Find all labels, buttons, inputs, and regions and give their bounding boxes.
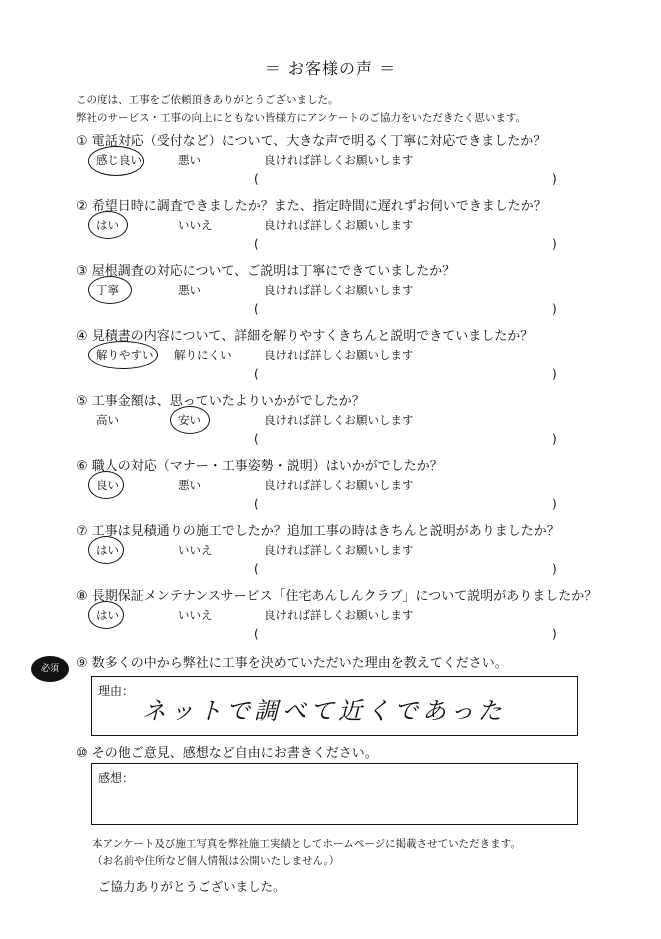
reason-label: 理由： — [98, 684, 135, 698]
intro-line-1: この度は、工事をご依頼頂きありがとうございました。 — [76, 94, 339, 106]
reason-answer-box[interactable] — [91, 676, 578, 736]
question-6-paren-close: ) — [552, 497, 557, 511]
question-7-paren-open: ( — [254, 562, 259, 576]
question-7-option-2[interactable]: いいえ — [178, 543, 213, 557]
question-5-comment-prompt: 良ければ詳しくお願いします — [264, 413, 414, 427]
comments-answer-box[interactable] — [91, 763, 578, 825]
question-5-paren-open: ( — [254, 432, 259, 446]
thanks-text: ご協力ありがとうございました。 — [98, 879, 286, 894]
question-4-paren-open: ( — [254, 367, 259, 381]
question-8-option-1[interactable]: はい — [96, 608, 119, 622]
question-7-selection-circle — [88, 536, 124, 564]
question-8-paren-close: ) — [552, 627, 557, 641]
question-2-selection-circle — [88, 211, 128, 239]
question-9-text: ⑨ 数多くの中から弊社に工事を決めていただいた理由を教えてください。 — [76, 656, 508, 671]
question-7-comment-prompt: 良ければ詳しくお願いします — [264, 543, 414, 557]
question-4-text: ④ 見積書の内容について、詳細を解りやすくきちんと説明できていましたか？ — [76, 329, 534, 344]
footer-note-1: 本アンケート及び施工写真を弊社施工実績としてホームページに掲載させていただきます。 — [92, 838, 521, 850]
question-7-paren-close: ) — [552, 562, 557, 576]
question-5-selection-circle — [170, 406, 210, 434]
question-1-paren-open: ( — [254, 172, 259, 186]
question-1-paren-close: ) — [552, 172, 557, 186]
question-3-option-1[interactable]: 丁寧 — [96, 283, 119, 297]
question-6-text: ⑥ 職人の対応（マナー・工事姿勢・説明）はいかがでしたか？ — [76, 459, 443, 474]
question-6-comment-prompt: 良ければ詳しくお願いします — [264, 478, 414, 492]
question-4-paren-close: ) — [552, 367, 557, 381]
page-title: ＝ お客様の声 ＝ — [264, 59, 397, 78]
question-10-text: ⑩ その他ご意見、感想など自由にお書きください。 — [76, 746, 378, 761]
question-6-option-1[interactable]: 良い — [96, 478, 119, 492]
comments-label: 感想： — [98, 771, 135, 785]
question-2-comment-prompt: 良ければ詳しくお願いします — [264, 218, 414, 232]
question-3-paren-open: ( — [254, 302, 259, 316]
question-6-paren-open: ( — [254, 497, 259, 511]
question-4-option-2[interactable]: 解りにくい — [174, 348, 232, 362]
question-5-option-2[interactable]: 安い — [178, 413, 201, 427]
question-3-selection-circle — [88, 276, 132, 304]
question-4-option-1[interactable]: 解りやすい — [96, 348, 154, 362]
question-2-option-1[interactable]: はい — [96, 218, 119, 232]
question-4-selection-circle — [88, 341, 158, 369]
question-5-text: ⑤ 工事金額は、思っていたよりいかがでしたか？ — [76, 394, 365, 409]
question-3-option-2[interactable]: 悪い — [178, 283, 201, 297]
question-8-text: ⑧ 長期保証メンテナンスサービス「住宅あんしんクラブ」について説明がありましたか？ — [76, 589, 598, 604]
question-3-comment-prompt: 良ければ詳しくお願いします — [264, 283, 414, 297]
question-1-selection-circle — [88, 146, 144, 176]
question-1-comment-prompt: 良ければ詳しくお願いします — [264, 153, 414, 167]
question-6-selection-circle — [88, 471, 124, 499]
question-6-option-2[interactable]: 悪い — [178, 478, 201, 492]
question-7-option-1[interactable]: はい — [96, 543, 119, 557]
reason-answer-text: ネットで調べて近くであった — [142, 697, 506, 725]
question-2-text: ② 希望日時に調査できましたか？また、指定時間に遅れずお伺いできましたか？ — [76, 199, 547, 214]
question-2-paren-open: ( — [254, 237, 259, 251]
question-3-paren-close: ) — [552, 302, 557, 316]
question-2-paren-close: ) — [552, 237, 557, 251]
required-badge: 必須 — [31, 656, 69, 682]
question-8-option-2[interactable]: いいえ — [178, 608, 213, 622]
question-8-selection-circle — [88, 601, 124, 629]
intro-line-2: 弊社のサービス・工事の向上にともない皆様方にアンケートのご協力をいただきたく思います。 — [76, 112, 527, 124]
question-8-paren-open: ( — [254, 627, 259, 641]
question-4-comment-prompt: 良ければ詳しくお願いします — [264, 348, 414, 362]
question-5-paren-close: ) — [552, 432, 557, 446]
question-5-option-1[interactable]: 高い — [96, 413, 119, 427]
question-3-text: ③ 屋根調査の対応について、ご説明は丁寧にできていましたか？ — [76, 264, 456, 279]
question-8-comment-prompt: 良ければ詳しくお願いします — [264, 608, 414, 622]
question-1-text: ① 電話対応（受付など）について、大きな声で明るく丁寧に対応できましたか？ — [76, 134, 547, 149]
footer-note-2: （お名前や住所など個人情報は公開いたしません。） — [92, 855, 340, 867]
question-7-text: ⑦ 工事は見積通りの施工でしたか？追加工事の時はきちんと説明がありましたか？ — [76, 524, 560, 539]
question-1-option-1[interactable]: 感じ良い — [96, 153, 142, 167]
question-1-option-2[interactable]: 悪い — [178, 153, 201, 167]
question-2-option-2[interactable]: いいえ — [178, 218, 213, 232]
